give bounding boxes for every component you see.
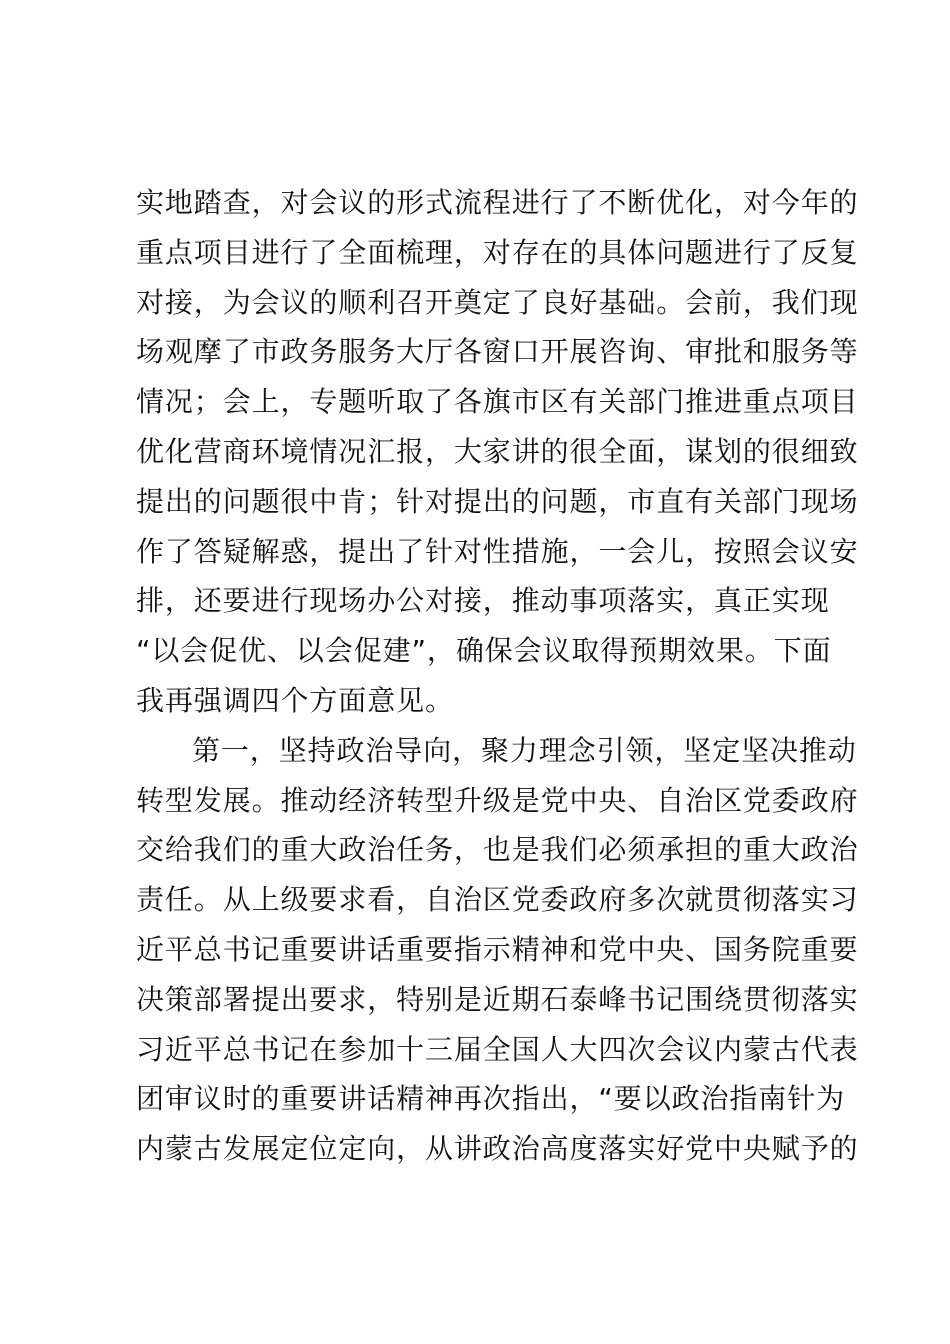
text-line: 内蒙古发展定位定向，从讲政治高度落实好党中央赋予的 [136, 1132, 859, 1166]
text-line: 责任。从上级要求看，自治区党委政府多次就贯彻落实习 [136, 883, 859, 917]
text-line: 排，还要进行现场办公对接，推动事项落实，真正实现 [136, 584, 830, 618]
text-line: 作了答疑解惑，提出了针对性措施，一会儿，按照会议安 [136, 534, 859, 568]
text-line: 决策部署提出要求，特别是近期石泰峰书记围绕贯彻落实 [136, 982, 859, 1016]
text-line: 团审议时的重要讲话精神再次指出，“要以政治指南针为 [136, 1082, 846, 1116]
text-line: 习近平总书记在参加十三届全国人大四次会议内蒙古代表 [136, 1032, 859, 1066]
text-line: 场观摩了市政务服务大厅各窗口开展咨询、审批和服务等 [136, 335, 859, 369]
text-line: 近平总书记重要讲话重要指示精神和党中央、国务院重要 [136, 932, 859, 966]
text-line: “以会促优、以会促建”，确保会议取得预期效果。下面 [136, 634, 832, 668]
text-line: 交给我们的重大政治任务，也是我们必须承担的重大政治 [136, 833, 859, 867]
text-line: 优化营商环境情况汇报，大家讲的很全面，谋划的很细致 [136, 434, 859, 468]
document-body [136, 178, 859, 1174]
text-line: 对接，为会议的顺利召开奠定了良好基础。会前，我们现 [136, 285, 859, 319]
text-line: 提出的问题很中肯；针对提出的问题，市直有关部门现场 [136, 484, 859, 518]
paragraph-start-line: 第一，坚持政治导向，聚力理念引领，坚定坚决推动 [192, 733, 857, 767]
text-line: 情况；会上，专题听取了各旗市区有关部门推进重点项目 [136, 385, 859, 419]
text-line: 我再强调四个方面意见。 [136, 683, 454, 717]
text-line: 重点项目进行了全面梳理，对存在的具体问题进行了反复 [136, 235, 859, 269]
text-line: 转型发展。推动经济转型升级是党中央、自治区党委政府 [136, 783, 859, 817]
text-line: 实地踏查，对会议的形式流程进行了不断优化，对今年的 [136, 186, 859, 219]
